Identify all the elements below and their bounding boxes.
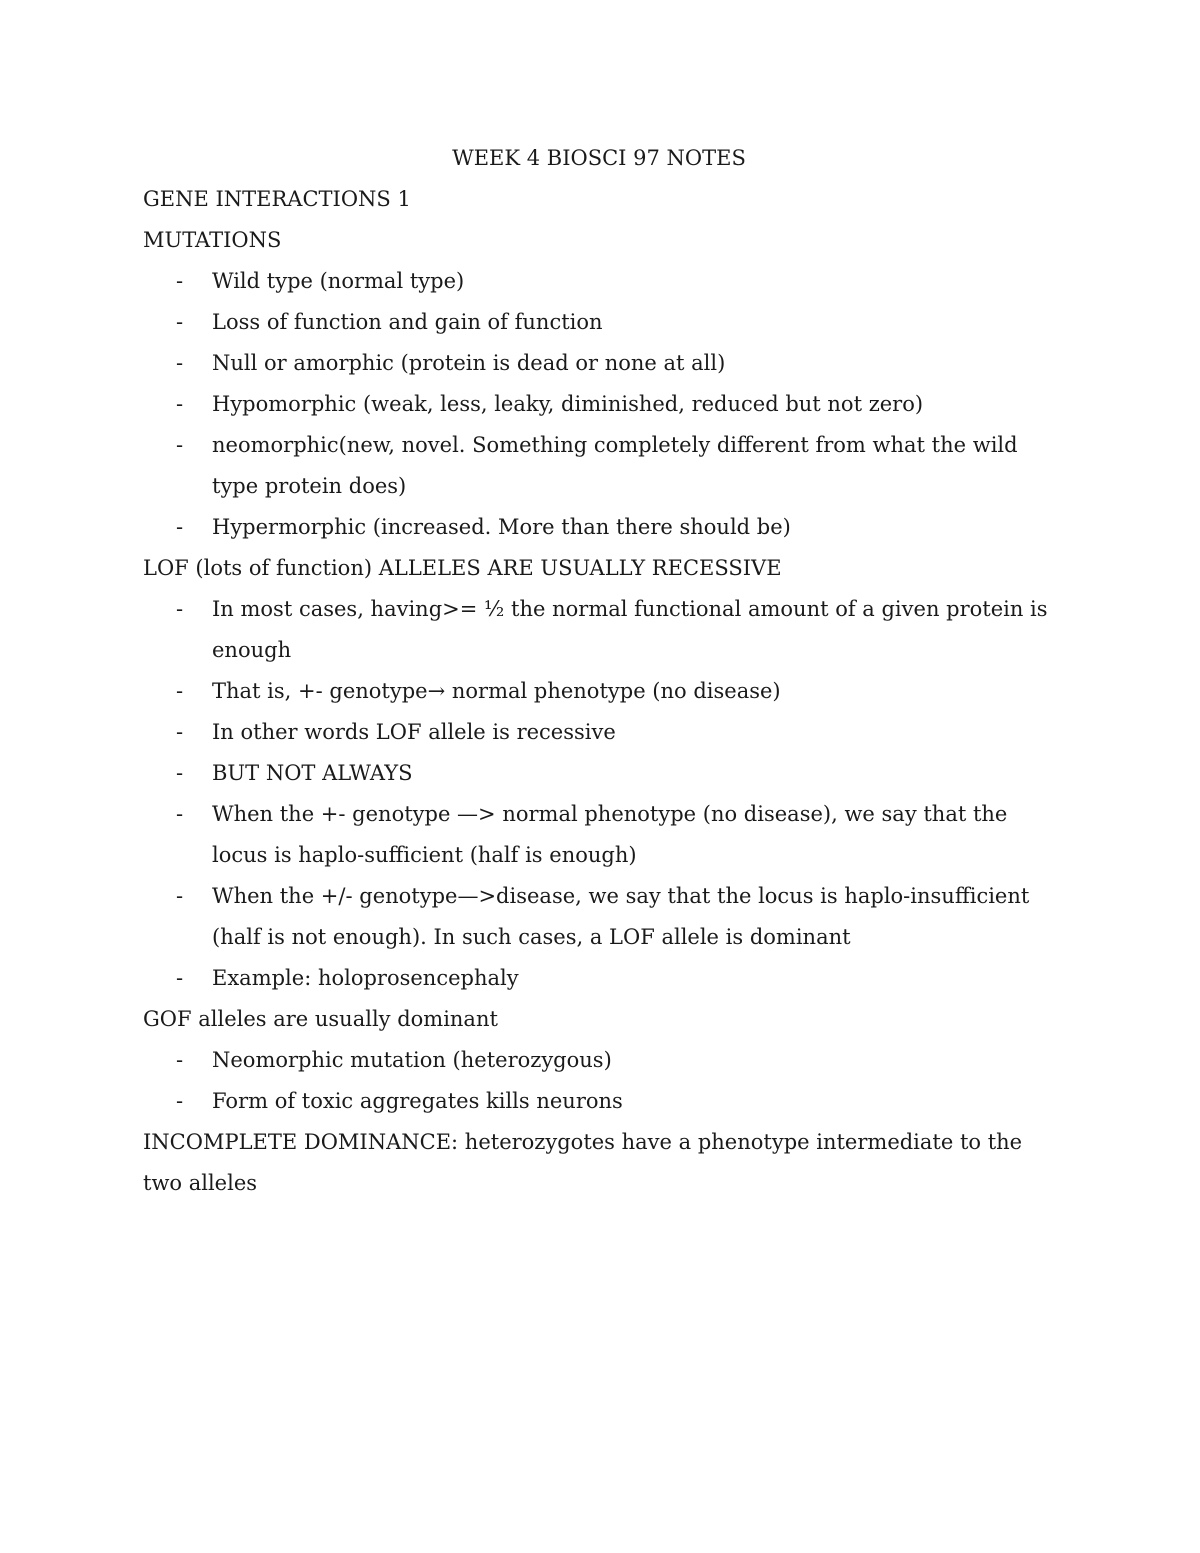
bullet-dash: - [176,269,184,293]
bullet-dash: - [176,515,184,539]
list-item-text: Hypomorphic (weak, less, leaky, diminished, reduced but not zero) [212,392,924,416]
list-item [143,958,1063,999]
list-item-text: When the +- genotype —> normal phenotype (no disease), we say that the locus is haplo-sufficient (half is enough) [212,802,1008,867]
bullet-dash: - [176,1089,184,1113]
bullet-dash: - [176,310,184,334]
list-item-text: Hypermorphic (increased. More than there should be) [212,515,791,539]
mutations-list [143,261,1063,548]
bullet-dash: - [176,761,184,785]
lof-list [143,589,1063,999]
bullet-dash: - [176,433,184,457]
list-item-text: That is, +- genotype→ normal phenotype (no disease) [212,679,781,703]
list-item [143,343,1063,384]
incomplete-dominance-definition: heterozygotes have a phenotype intermediate to the two alleles [143,1130,1023,1195]
list-item [143,794,1063,876]
list-item [143,302,1063,343]
list-item [143,1081,1063,1122]
bullet-dash: - [176,966,184,990]
list-item-text: Wild type (normal type) [212,269,465,293]
list-item [143,876,1063,958]
list-item-text: BUT NOT ALWAYS [212,761,413,785]
incomplete-dominance-term: INCOMPLETE DOMINANCE: [143,1130,459,1154]
list-item-text: In other words LOF allele is recessive [212,720,616,744]
section-heading-gene-interactions: GENE INTERACTIONS 1 [143,187,411,211]
bullet-dash: - [176,884,184,908]
list-item [143,425,1063,507]
bullet-dash: - [176,802,184,826]
bullet-dash: - [176,351,184,375]
list-item-text: When the +/- genotype—>disease, we say that the locus is haplo-insufficient (half is not enough). In such cases, a LOF allele is dominant [212,884,1030,949]
bullet-dash: - [176,392,184,416]
bullet-dash: - [176,1048,184,1072]
section-heading-gof: GOF alleles are usually dominant [143,1007,498,1031]
list-item [143,507,1063,548]
document-body [143,138,1063,1204]
list-item [143,712,1063,753]
incomplete-dominance-paragraph [143,1122,1063,1204]
list-item-text: Example: holoprosencephaly [212,966,519,990]
list-item-text: Loss of function and gain of function [212,310,603,334]
list-item [143,384,1063,425]
list-item [143,589,1063,671]
bullet-dash: - [176,597,184,621]
list-item [143,753,1063,794]
bullet-dash: - [176,720,184,744]
list-item [143,671,1063,712]
bullet-dash: - [176,679,184,703]
section-heading-lof: LOF (lots of function) ALLELES ARE USUALLY RECESSIVE [143,556,782,580]
gof-list [143,1040,1063,1122]
list-item [143,261,1063,302]
section-heading-mutations: MUTATIONS [143,228,282,252]
document-title: WEEK 4 BIOSCI 97 NOTES [452,146,746,170]
list-item-text: neomorphic(new, novel. Something completely different from what the wild type protein does) [212,433,1018,498]
list-item-text: Neomorphic mutation (heterozygous) [212,1048,612,1072]
list-item [143,1040,1063,1081]
list-item-text: Form of toxic aggregates kills neurons [212,1089,623,1113]
list-item-text: Null or amorphic (protein is dead or none at all) [212,351,726,375]
list-item-text: In most cases, having>= ½ the normal functional amount of a given protein is enough [212,597,1048,662]
